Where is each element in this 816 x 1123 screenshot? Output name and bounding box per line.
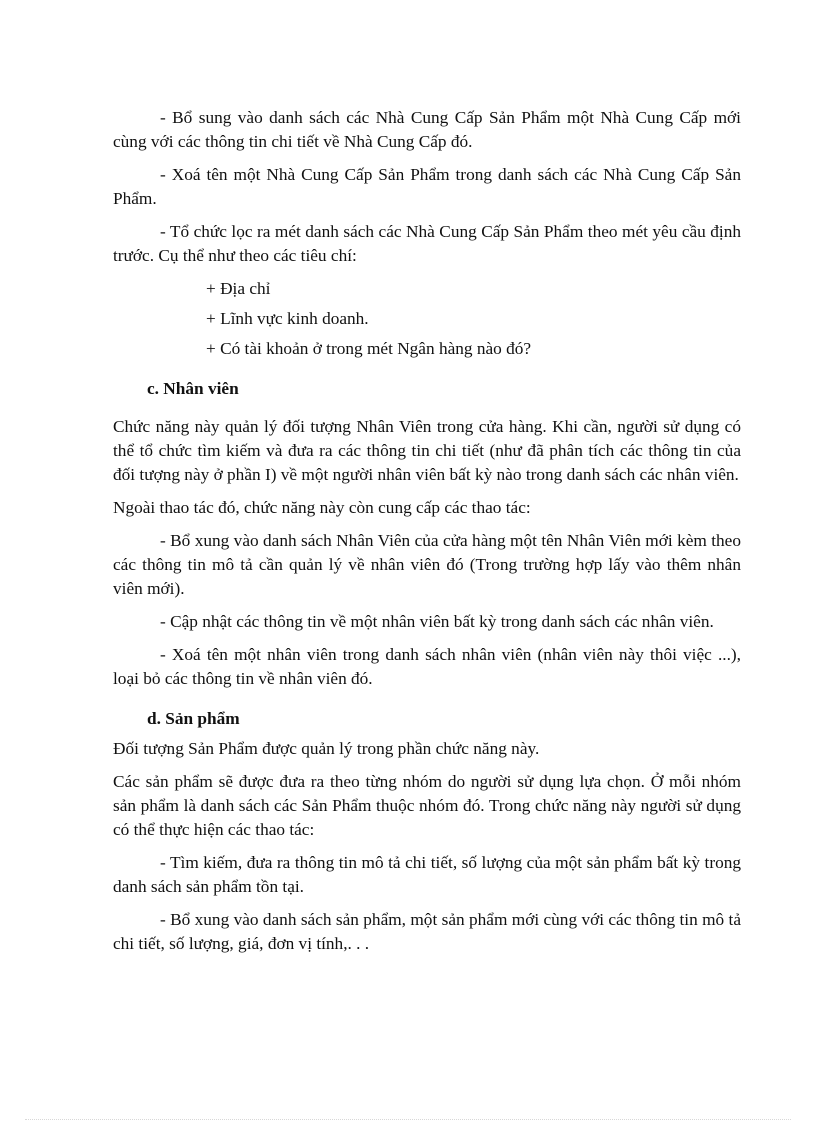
- paragraph-filter-suppliers: - Tổ chức lọc ra mét danh sách các Nhà Cung Cấp Sản Phẩm theo mét yêu cầu định trước. Cụ thể như theo các tiêu chí:: [113, 222, 741, 265]
- section-heading-employees: c. Nhân viên: [147, 379, 239, 398]
- paragraph-product-groups: Các sản phẩm sẽ được đưa ra theo từng nhóm do người sử dụng lựa chọn. Ở mỗi nhóm sản phẩm là danh sách các Sản Phẩm thuộc nhóm đó. Trong chức năng này người sử dụng có thể thực hiện các thao tác:: [113, 772, 741, 839]
- paragraph-add-employee: - Bổ xung vào danh sách Nhân Viên của cửa hàng một tên Nhân Viên mới kèm theo các thông tin mô tả cần quản lý về nhân viên đó (Trong trường hợp lấy vào thêm nhân viên mới).: [113, 531, 741, 598]
- paragraph-add-product: - Bổ xung vào danh sách sản phẩm, một sản phẩm mới cùng với các thông tin mô tả chi tiết, số lượng, giá, đơn vị tính,. . .: [113, 910, 741, 953]
- paragraph-search-product: - Tìm kiếm, đưa ra thông tin mô tả chi tiết, số lượng của một sản phẩm bất kỳ trong danh sách sản phẩm tồn tại.: [113, 853, 741, 896]
- paragraph-delete-supplier: - Xoá tên một Nhà Cung Cấp Sản Phẩm trong danh sách các Nhà Cung Cấp Sản Phẩm.: [113, 165, 741, 208]
- paragraph-update-employee: - Cập nhật các thông tin về một nhân viên bất kỳ trong danh sách các nhân viên.: [160, 612, 714, 631]
- page-bottom-divider: [25, 1119, 791, 1120]
- paragraph-employee-function: Chức năng này quản lý đối tượng Nhân Viên trong cửa hàng. Khi cần, người sử dụng có thể tổ chức tìm kiếm và đưa ra các thông tin chi tiết (như đã phân tích các thông tin của đối tượng này ở phần I) về một người nhân viên bất kỳ nào trong danh sách các nhân viên.: [113, 417, 741, 484]
- paragraph-add-supplier: - Bổ sung vào danh sách các Nhà Cung Cấp Sản Phẩm một Nhà Cung Cấp mới cùng với các thông tin chi tiết về Nhà Cung Cấp đó.: [113, 108, 741, 151]
- paragraph-other-operations: Ngoài thao tác đó, chức năng này còn cung cấp các thao tác:: [113, 498, 531, 517]
- paragraph-delete-employee: - Xoá tên một nhân viên trong danh sách nhân viên (nhân viên này thôi việc ...), loại bỏ các thông tin về nhân viên đó.: [113, 645, 741, 688]
- paragraph-product-object: Đối tượng Sản Phẩm được quản lý trong phần chức năng này.: [113, 739, 540, 758]
- section-heading-products: d. Sản phẩm: [147, 709, 240, 728]
- document-page: [113, 106, 741, 956]
- criterion-bank-account: + Có tài khoản ở trong mét Ngân hàng nào đó?: [206, 339, 532, 358]
- criterion-address: + Địa chỉ: [206, 279, 271, 298]
- criterion-business-field: + Lĩnh vực kinh doanh.: [206, 309, 369, 328]
